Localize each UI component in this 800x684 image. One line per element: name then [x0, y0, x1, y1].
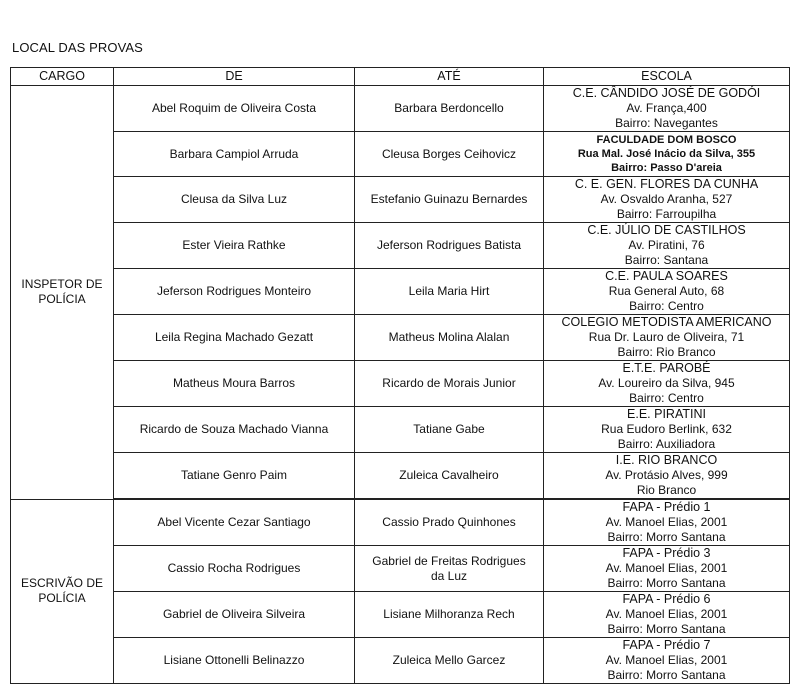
school-district: Bairro: Morro Santana [607, 668, 726, 682]
escola-cell [544, 132, 790, 177]
from-name: Leila Regina Machado Gezatt [154, 330, 314, 344]
from-name: Matheus Moura Barros [172, 376, 296, 390]
table-row [11, 592, 790, 638]
school-address: Av. Osvaldo Aranha, 527 [600, 192, 733, 206]
to-name: Barbara Berdoncello [394, 101, 504, 115]
cargo-group [11, 86, 790, 500]
school-district: Bairro: Rio Branco [617, 345, 716, 359]
de-cell [114, 592, 355, 638]
ate-cell [355, 223, 544, 269]
to-name: Matheus Molina Alalan [388, 330, 510, 344]
school-name: C. E. GEN. FLORES DA CUNHA [574, 177, 759, 191]
ate-cell [355, 132, 544, 177]
from-name: Jeferson Rodrigues Monteiro [156, 284, 312, 298]
from-name: Lisiane Ottonelli Belinazzo [163, 653, 305, 667]
table-row [11, 177, 790, 223]
school-address: Av. Manoel Elias, 2001 [605, 653, 728, 667]
header-cargo: CARGO [11, 68, 114, 86]
to-name: Cleusa Borges Ceihovicz [381, 146, 517, 161]
from-name: Cleusa da Silva Luz [180, 192, 288, 206]
from-name: Abel Roquim de Oliveira Costa [151, 101, 317, 115]
school-name: C.E. JÚLIO DE CASTILHOS [587, 223, 746, 237]
table-row [11, 315, 790, 361]
school-name: COLEGIO METODISTA AMERICANO [561, 315, 772, 329]
de-cell [114, 361, 355, 407]
ate-cell [355, 592, 544, 638]
header-escola: ESCOLA [544, 68, 790, 86]
escola-cell [544, 315, 790, 361]
to-name: Estefanio Guinazu Bernardes [370, 192, 528, 206]
escola-cell [544, 361, 790, 407]
to-name: Ricardo de Morais Junior [382, 376, 516, 390]
header-ate: ATÉ [355, 68, 544, 86]
cargo-cell: INSPETOR DE POLÍCIA [11, 86, 114, 500]
from-name: Abel Vicente Cezar Santiago [157, 515, 311, 529]
escola-cell [544, 592, 790, 638]
school-name: C.E. CÂNDIDO JOSÉ DE GODÓI [572, 86, 761, 100]
table-row [11, 546, 790, 592]
school-district: Bairro: Morro Santana [607, 622, 726, 636]
to-name: Jeferson Rodrigues Batista [376, 238, 522, 252]
table-row [11, 453, 790, 500]
school-address: Av. Manoel Elias, 2001 [605, 515, 728, 529]
school-address: Av. França,400 [626, 101, 707, 115]
de-cell [114, 315, 355, 361]
escola-cell [544, 86, 790, 132]
de-cell [114, 407, 355, 453]
de-cell [114, 499, 355, 546]
from-name: Ricardo de Souza Machado Vianna [139, 422, 329, 436]
school-address: Av. Manoel Elias, 2001 [605, 607, 728, 621]
school-name: FAPA - Prédio 1 [622, 500, 711, 514]
escola-cell [544, 177, 790, 223]
ate-cell [355, 177, 544, 223]
table-header-row [11, 68, 790, 86]
school-district: Bairro: Morro Santana [607, 576, 726, 590]
ate-cell [355, 638, 544, 684]
to-name: Cassio Prado Quinhones [382, 515, 516, 529]
school-district: Bairro: Passo D'areia [611, 162, 722, 174]
escola-cell [544, 407, 790, 453]
school-name: C.E. PAULA SOARES [605, 269, 728, 283]
school-district: Bairro: Farroupilha [616, 207, 717, 221]
school-address: Rua Eudoro Berlink, 632 [601, 422, 732, 436]
ate-cell [355, 269, 544, 315]
de-cell [114, 132, 355, 177]
table-row [11, 499, 790, 546]
escola-cell [544, 499, 790, 546]
table-row [11, 86, 790, 132]
from-name: Tatiane Genro Paim [180, 468, 288, 482]
ate-cell [355, 546, 544, 592]
school-name: I.E. RIO BRANCO [615, 453, 718, 467]
school-district: Bairro: Morro Santana [607, 530, 726, 544]
escola-cell [544, 223, 790, 269]
table-row [11, 407, 790, 453]
school-district: Bairro: Centro [629, 391, 704, 405]
school-name: FAPA - Prédio 3 [622, 546, 711, 560]
ate-cell [355, 453, 544, 500]
from-name: Barbara Campiol Arruda [169, 146, 299, 161]
de-cell [114, 269, 355, 315]
cargo-cell: ESCRIVÃO DE POLÍCIA [11, 499, 114, 684]
de-cell [114, 453, 355, 500]
ate-cell [355, 407, 544, 453]
school-address: Rua Mal. José Inácio da Silva, 355 [577, 148, 756, 160]
school-name: FAPA - Prédio 7 [622, 638, 711, 652]
de-cell [114, 223, 355, 269]
school-name: E.T.E. PAROBÉ [622, 361, 711, 375]
school-name: FACULDADE DOM BOSCO [596, 134, 737, 146]
to-name: Lisiane Milhoranza Rech [383, 607, 515, 621]
table-row [11, 132, 790, 177]
ate-cell [355, 86, 544, 132]
school-address: Av. Protásio Alves, 999 [605, 468, 728, 482]
page-title: LOCAL DAS PROVAS [12, 40, 143, 55]
de-cell [114, 177, 355, 223]
to-name: Gabriel de Freitas Rodrigues da Luz [372, 553, 526, 583]
school-address: Av. Loureiro da Silva, 945 [598, 376, 735, 390]
escola-cell [544, 638, 790, 684]
exam-location-table [10, 67, 790, 684]
escola-cell [544, 453, 790, 500]
school-address: Rua Dr. Lauro de Oliveira, 71 [588, 330, 745, 344]
school-address: Rua General Auto, 68 [608, 284, 725, 298]
school-address: Av. Manoel Elias, 2001 [605, 561, 728, 575]
school-district: Bairro: Santana [624, 253, 709, 267]
de-cell [114, 86, 355, 132]
escola-cell [544, 546, 790, 592]
from-name: Cassio Rocha Rodrigues [167, 561, 301, 575]
school-address: Av. Piratini, 76 [628, 238, 705, 252]
table-row [11, 269, 790, 315]
ate-cell [355, 315, 544, 361]
from-name: Ester Vieira Rathke [182, 238, 286, 252]
to-name: Zuleica Mello Garcez [392, 653, 506, 667]
to-name: Leila Maria Hirt [408, 284, 490, 298]
escola-cell [544, 269, 790, 315]
school-name: E.E. PIRATINI [627, 407, 706, 421]
table-row [11, 638, 790, 684]
from-name: Gabriel de Oliveira Silveira [162, 607, 306, 621]
school-district: Bairro: Auxiliadora [617, 437, 716, 451]
to-name: Tatiane Gabe [413, 422, 485, 436]
cargo-group [11, 499, 790, 684]
to-name: Zuleica Cavalheiro [399, 468, 499, 482]
de-cell [114, 546, 355, 592]
header-de: DE [114, 68, 355, 86]
table-row [11, 361, 790, 407]
table-row [11, 223, 790, 269]
school-district: Bairro: Navegantes [615, 116, 718, 130]
de-cell [114, 638, 355, 684]
school-district: Bairro: Centro [629, 299, 704, 313]
ate-cell [355, 361, 544, 407]
ate-cell [355, 499, 544, 546]
school-district: Rio Branco [636, 483, 697, 497]
school-name: FAPA - Prédio 6 [622, 592, 711, 606]
